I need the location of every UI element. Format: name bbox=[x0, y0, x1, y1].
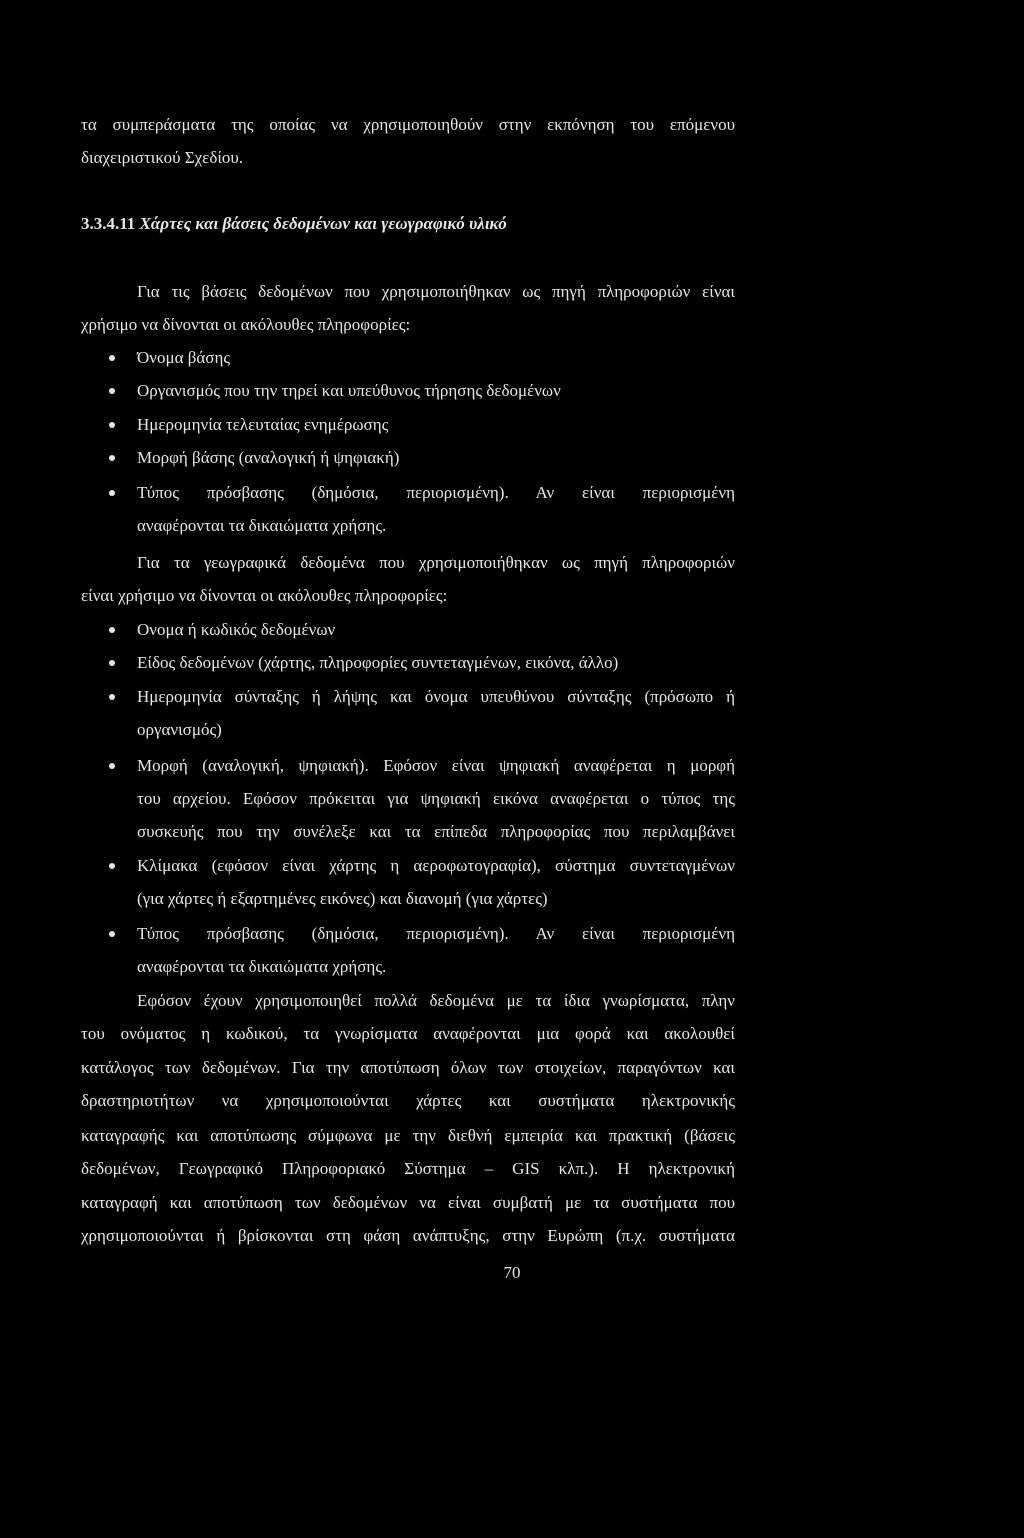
list-item-continuation: συσκευής που την συνέλεξε και τα επίπεδα πληροφορίας που περιλαμβάνει bbox=[137, 822, 735, 841]
section-heading bbox=[81, 213, 507, 235]
closing-line-6: δεδομένων, Γεωγραφικό Πληροφοριακό Σύστημα – GIS κλπ.). Η ηλεκτρονική bbox=[81, 1159, 735, 1178]
closing-line-3: κατάλογος των δεδομένων. Για την αποτύπωση όλων των στοιχείων, παραγόντων και bbox=[81, 1058, 735, 1077]
list-item: Τύπος πρόσβασης (δημόσια, περιορισμένη). Αν είναι περιορισμένη bbox=[137, 483, 735, 502]
intro-line-1: τα συμπεράσματα της οποίας να χρησιμοποιηθούν στην εκπόνηση του επόμενου bbox=[81, 115, 735, 134]
bullet-icon bbox=[109, 455, 115, 461]
list-item-continuation: (για χάρτες ή εξαρτημένες εικόνες) και διανομή (για χάρτες) bbox=[137, 889, 548, 908]
bullet-icon bbox=[109, 355, 115, 361]
list-item-continuation: αναφέρονται τα δικαιώματα χρήσης. bbox=[137, 957, 387, 976]
list-item-continuation: οργανισμός) bbox=[137, 720, 222, 739]
intro-line-2: διαχειριστικού Σχεδίου. bbox=[81, 148, 244, 167]
bullet-icon bbox=[109, 931, 115, 937]
bullet-icon bbox=[109, 694, 115, 700]
bullet-icon bbox=[109, 627, 115, 633]
bullet-icon bbox=[109, 763, 115, 769]
list-item-continuation: του αρχείου. Εφόσον πρόκειται για ψηφιακή εικόνα αναφέρεται ο τύπος της bbox=[137, 789, 735, 808]
bullet-icon bbox=[109, 422, 115, 428]
list-item-continuation: αναφέρονται τα δικαιώματα χρήσης. bbox=[137, 516, 387, 535]
closing-line-8: χρησιμοποιούνται ή βρίσκονται στη φάση ανάπτυξης, στην Ευρώπη (π.χ. συστήματα bbox=[81, 1226, 735, 1245]
bullet-icon bbox=[109, 863, 115, 869]
bullet-icon bbox=[109, 660, 115, 666]
list-item: Όνομα βάσης bbox=[137, 348, 231, 367]
closing-line-5: καταγραφής και αποτύπωσης σύμφωνα με την διεθνή εμπειρία και πρακτική (βάσεις bbox=[81, 1126, 735, 1145]
closing-line-2: του ονόματος η κωδικού, τα γνωρίσματα αναφέρονται μια φορά και ακολουθεί bbox=[81, 1024, 735, 1043]
geo-para-line-1: Για τα γεωγραφικά δεδομένα που χρησιμοποιήθηκαν ως πηγή πληροφοριών bbox=[137, 553, 735, 572]
bullet-icon bbox=[109, 388, 115, 394]
geo-para-line-2: είναι χρήσιμο να δίνονται οι ακόλουθες πληροφορίες: bbox=[81, 586, 448, 605]
closing-line-7: καταγραφή και αποτύπωση των δεδομένων να είναι συμβατή με τα συστήματα που bbox=[81, 1193, 735, 1212]
list-item: Κλίμακα (εφόσον είναι χάρτης η αεροφωτογραφία), σύστημα συντεταγμένων bbox=[137, 856, 735, 875]
list-item: Ονομα ή κωδικός δεδομένων bbox=[137, 620, 336, 639]
list-item: Ημερομηνία τελευταίας ενημέρωσης bbox=[137, 415, 389, 434]
list-item: Ημερομηνία σύνταξης ή λήψης και όνομα υπευθύνου σύνταξης (πρόσωπο ή bbox=[137, 687, 735, 706]
list-item: Μορφή βάσης (αναλογική ή ψηφιακή) bbox=[137, 448, 400, 467]
list-item: Οργανισμός που την τηρεί και υπεύθυνος τήρησης δεδομένων bbox=[137, 381, 561, 400]
section-title: Χάρτες και βάσεις δεδομένων και γεωγραφικό υλικό bbox=[139, 214, 507, 233]
bullet-icon bbox=[109, 490, 115, 496]
closing-line-1: Εφόσον έχουν χρησιμοποιηθεί πολλά δεδομένα με τα ίδια γνωρίσματα, πλην bbox=[137, 991, 735, 1010]
section-number: 3.3.4.11 bbox=[81, 214, 136, 233]
databases-para-line-1: Για τις βάσεις δεδομένων που χρησιμοποιήθηκαν ως πηγή πληροφοριών είναι bbox=[137, 282, 735, 301]
list-item: Μορφή (αναλογική, ψηφιακή). Εφόσον είναι ψηφιακή αναφέρεται η μορφή bbox=[137, 756, 735, 775]
page-number: 70 bbox=[503, 1263, 521, 1282]
list-item: Είδος δεδομένων (χάρτης, πληροφορίες συντεταγμένων, εικόνα, άλλο) bbox=[137, 653, 619, 672]
databases-para-line-2: χρήσιμο να δίνονται οι ακόλουθες πληροφορίες: bbox=[81, 315, 411, 334]
closing-line-4: δραστηριοτήτων να χρησιμοποιούνται χάρτες και συστήματα ηλεκτρονικής bbox=[81, 1091, 735, 1110]
list-item: Τύπος πρόσβασης (δημόσια, περιορισμένη). Αν είναι περιορισμένη bbox=[137, 924, 735, 943]
